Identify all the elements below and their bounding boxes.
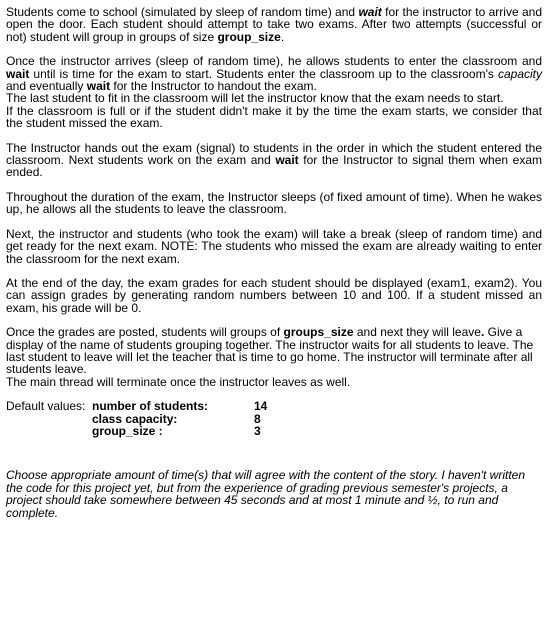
text: for the Instructor to signal them when exam ended. [6, 153, 542, 180]
paragraph-grades: At the end of the day, the exam grades for each student should be displayed (exam1, exam2). You can assign grades by generating random numbers between 10 and 100. If a student missed an exam, his grade will be 0. [6, 275, 542, 315]
text: Students come to school (simulated by sleep of random time) and [6, 5, 359, 19]
text: and eventually [6, 79, 87, 94]
text: Once the instructor arrives (sleep of random time), he allows students to enter the classroom and [6, 54, 542, 69]
paragraph-arrival [6, 6, 542, 43]
keyword-group-size: group_size [217, 29, 281, 44]
paragraph-enter-classroom [6, 55, 542, 92]
default-value-group-size: 3 [254, 423, 261, 438]
text: The Instructor hands out the exam (signal) to students in the order in which the student entered the classroom. Next students work on the exam and [6, 140, 542, 168]
closing-note: Choose appropriate amount of time(s) that will agree with the content of the story. I haven't written the code for this project yet, but from the experience of grading previous semester's projects, a project should take somewhere between 45 seconds and at most 1 minute and ½, to run and complete. [6, 468, 525, 520]
emphasis-capacity: capacity [497, 66, 542, 81]
text: for the Instructor to handout the exam. [110, 79, 317, 94]
text: and next they will leave [353, 325, 481, 340]
text: The last student to fit in the classroom will let the instructor know that the exam needs to start. [6, 91, 504, 106]
emphasis-wait: wait [358, 5, 382, 19]
text: Once the grades are posted, students will groups of [6, 325, 284, 340]
default-label-students: number of students: [92, 399, 208, 414]
paragraph-duration: Throughout the duration of the exam, the Instructor sleeps (of fixed amount of time). When he wakes up, he allows all the students to leave the classroom. [6, 189, 542, 217]
emphasis-wait: wait [275, 153, 299, 168]
default-value-capacity: 8 [254, 411, 261, 426]
emphasis-wait: wait [6, 66, 30, 81]
paragraph-break: Next, the instructor and students (who took the exam) will take a break (sleep of random time) and get ready for the next exam. NOTE: The students who missed the exam are already waiting to enter the classroom for the next exam. [6, 226, 542, 266]
text: until is time for the exam to start. Students enter the classroom up to the classroom's [29, 66, 498, 81]
paragraph-grouping [6, 326, 542, 376]
default-label-capacity: class capacity: [92, 411, 178, 426]
emphasis-wait: wait [86, 79, 111, 94]
text: Give a display of the name of students grouping together. The instructor waits for all students to leave. The last student to leave will let the teacher that is time to go home. The instructor will terminate after all students leave. [6, 325, 534, 377]
paragraph-main-thread: The main thread will terminate once the instructor leaves as well. [6, 374, 351, 389]
default-value-students: 14 [254, 399, 268, 414]
paragraph-handout [6, 142, 542, 179]
text: . [280, 29, 285, 44]
text: If the classroom is full or if the student didn't make it by the time the exam starts, we consider that the student missed the exam. [6, 103, 542, 131]
default-values-table [6, 400, 542, 437]
keyword-groups-size: groups_size [283, 325, 354, 340]
default-label-group-size: group_size : [92, 423, 163, 438]
default-values-intro: Default values: [6, 399, 86, 414]
text: . [480, 325, 485, 340]
text: for the instructor to arrive and open the door. Each student should attempt to take two exams. After two attempts (successful or not) student will group in groups of size [6, 5, 542, 44]
paragraph-missed-exam [6, 105, 542, 130]
